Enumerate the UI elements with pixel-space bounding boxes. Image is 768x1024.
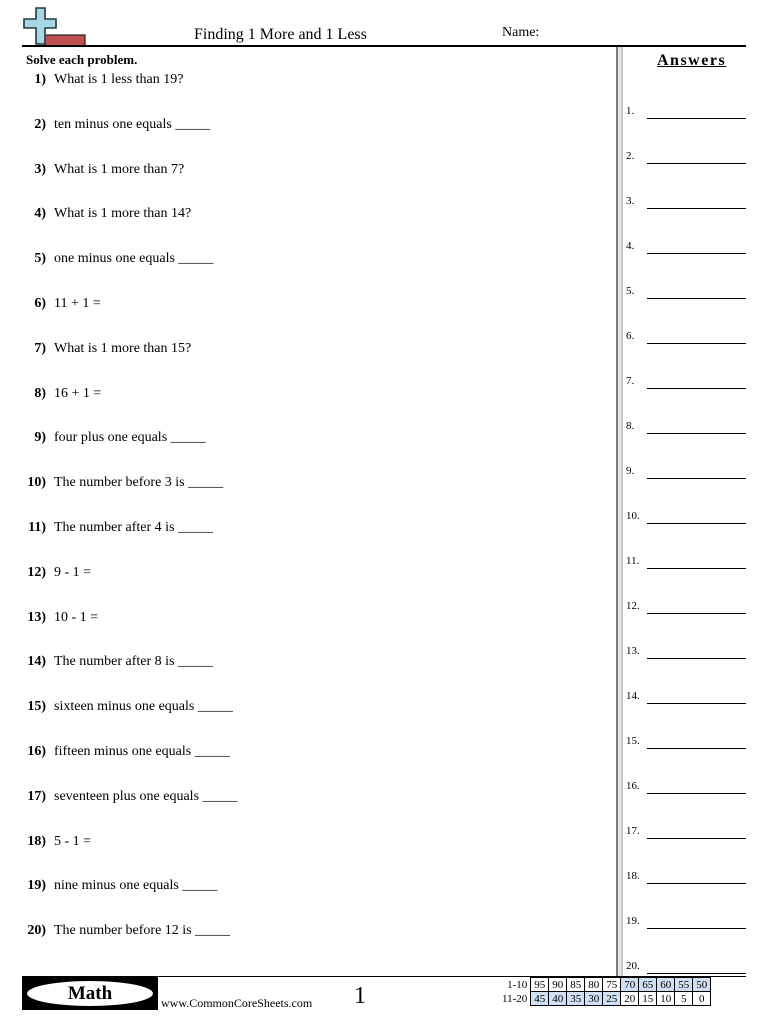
answer-label: 14. xyxy=(626,690,640,702)
page-number: 1 xyxy=(354,983,366,1009)
answer-label: 17. xyxy=(626,825,640,837)
answer-label: 16. xyxy=(626,780,640,792)
answer-label: 5. xyxy=(626,285,635,297)
problem-number: 6) xyxy=(34,296,46,311)
answer-blank[interactable] xyxy=(647,208,746,209)
answer-row xyxy=(626,465,746,479)
answer-row xyxy=(626,195,746,209)
problem-text: The number after 4 is _____ xyxy=(54,520,214,535)
answer-row xyxy=(626,780,746,794)
answer-label: 8. xyxy=(626,420,635,432)
problem-text: nine minus one equals _____ xyxy=(54,878,218,894)
problem-number: 3) xyxy=(34,161,46,177)
problem-text: one minus one equals _____ xyxy=(54,251,214,267)
problem-text: 10 - 1 = xyxy=(54,609,99,625)
answer-blank[interactable] xyxy=(647,568,746,569)
problem-text: 5 - 1 = xyxy=(54,833,92,849)
score-row xyxy=(500,992,711,1006)
score-row-label: 11-20 xyxy=(502,992,528,1005)
answer-label: 4. xyxy=(626,240,635,252)
problem-text: The number before 3 is _____ xyxy=(54,475,224,491)
problem-number: 14) xyxy=(27,654,46,670)
answer-label: 3. xyxy=(626,195,635,207)
answer-blank[interactable] xyxy=(647,973,746,974)
score-cell: 85 xyxy=(567,978,585,992)
answer-blank[interactable] xyxy=(647,163,746,164)
score-cell: 95 xyxy=(531,978,549,992)
worksheet-title: Finding 1 More and 1 Less xyxy=(194,26,367,43)
score-cell: 65 xyxy=(639,978,657,992)
problem-number: 8) xyxy=(34,385,46,401)
problem-item xyxy=(20,341,191,357)
score-cell: 25 xyxy=(603,992,621,1006)
problem-number: 4) xyxy=(34,206,46,222)
problem-item xyxy=(20,789,238,805)
score-cell: 75 xyxy=(603,978,621,992)
score-cell: 50 xyxy=(693,978,711,992)
answer-blank[interactable] xyxy=(647,883,746,884)
answer-blank[interactable] xyxy=(647,658,746,659)
problem-item xyxy=(20,610,98,626)
answer-blank[interactable] xyxy=(647,298,746,299)
problem-item xyxy=(20,72,183,88)
problem-number: 11) xyxy=(28,520,46,535)
plus-logo-icon xyxy=(22,6,88,48)
problem-item xyxy=(20,475,223,491)
problem-text: four plus one equals _____ xyxy=(54,430,206,446)
answer-label: 13. xyxy=(626,645,640,657)
problem-text: What is 1 more than 15? xyxy=(54,340,192,356)
site-url: www.CommonCoreSheets.com xyxy=(161,996,313,1010)
answer-label: 15. xyxy=(626,735,640,747)
answer-blank[interactable] xyxy=(647,703,746,704)
score-cell: 55 xyxy=(675,978,693,992)
problem-number: 1) xyxy=(34,72,46,87)
answer-row xyxy=(626,735,746,749)
answer-row xyxy=(626,150,746,164)
answer-row xyxy=(626,870,746,884)
answer-label: 10. xyxy=(626,510,640,522)
problem-item xyxy=(20,520,213,536)
problem-text: fifteen minus one equals _____ xyxy=(54,744,230,759)
answer-row xyxy=(626,690,746,704)
score-row-label: 1-10 xyxy=(507,978,528,991)
answer-blank[interactable] xyxy=(647,613,746,614)
answer-label: 6. xyxy=(626,330,635,342)
problem-number: 10) xyxy=(27,475,46,491)
answer-label: 11. xyxy=(626,555,640,567)
answer-row xyxy=(626,645,746,659)
problem-item xyxy=(20,206,191,222)
answer-row xyxy=(626,330,746,344)
problem-number: 5) xyxy=(34,251,46,267)
problem-item xyxy=(20,654,213,670)
name-label: Name: xyxy=(502,25,540,40)
problem-item xyxy=(20,162,184,178)
score-cell: 35 xyxy=(567,992,585,1006)
problem-text: What is 1 less than 19? xyxy=(54,72,184,87)
score-cell: 0 xyxy=(693,992,711,1006)
problem-text: seventeen plus one equals _____ xyxy=(54,788,238,804)
answer-label: 9. xyxy=(626,465,635,477)
score-row xyxy=(500,978,711,992)
score-cell: 10 xyxy=(657,992,675,1006)
answer-row xyxy=(626,420,746,434)
answer-row xyxy=(626,915,746,929)
problem-item xyxy=(20,386,101,402)
answer-row xyxy=(626,555,746,569)
answer-blank[interactable] xyxy=(647,433,746,434)
problem-text: 9 - 1 = xyxy=(54,564,92,580)
answer-row xyxy=(626,960,746,974)
answer-blank[interactable] xyxy=(647,748,746,749)
problem-text: What is 1 more than 14? xyxy=(54,206,192,222)
instructions: Solve each problem. xyxy=(26,52,138,67)
answer-row xyxy=(626,285,746,299)
header-rule xyxy=(22,45,746,47)
problem-text: The number after 8 is _____ xyxy=(54,654,214,670)
problem-text: ten minus one equals _____ xyxy=(54,116,211,132)
problem-number: 20) xyxy=(27,923,46,939)
problem-number: 9) xyxy=(34,430,46,446)
answer-blank[interactable] xyxy=(647,793,746,794)
problem-item xyxy=(20,744,230,760)
score-cell: 30 xyxy=(585,992,603,1006)
answer-row xyxy=(626,600,746,614)
score-cell: 15 xyxy=(639,992,657,1006)
answer-row xyxy=(626,105,746,119)
score-table xyxy=(500,977,711,1006)
answer-label: 18. xyxy=(626,870,640,882)
problem-item xyxy=(20,923,230,939)
score-cell: 90 xyxy=(549,978,567,992)
answer-blank[interactable] xyxy=(647,478,746,479)
problem-text: 11 + 1 = xyxy=(54,296,101,311)
answer-label: 2. xyxy=(626,150,635,162)
problem-number: 2) xyxy=(34,116,46,132)
score-cell: 20 xyxy=(621,992,639,1006)
problem-item xyxy=(20,565,91,581)
answer-label: 19. xyxy=(626,915,640,927)
answer-blank[interactable] xyxy=(647,118,746,119)
problem-number: 17) xyxy=(27,788,46,804)
problem-item xyxy=(20,430,206,446)
answer-row xyxy=(626,240,746,254)
problem-item xyxy=(20,296,101,312)
score-cell: 45 xyxy=(531,992,549,1006)
answer-label: 12. xyxy=(626,600,640,612)
problem-item xyxy=(20,834,91,850)
answer-blank[interactable] xyxy=(647,928,746,929)
problem-item xyxy=(20,699,233,715)
answer-label: 7. xyxy=(626,375,635,387)
answer-row xyxy=(626,375,746,389)
problem-number: 18) xyxy=(27,833,46,849)
problem-text: The number before 12 is _____ xyxy=(54,923,231,939)
answer-blank[interactable] xyxy=(647,253,746,254)
answer-blank[interactable] xyxy=(647,343,746,344)
score-cell: 40 xyxy=(549,992,567,1006)
problem-text: 16 + 1 = xyxy=(54,385,102,401)
score-cell: 80 xyxy=(585,978,603,992)
problem-number: 19) xyxy=(27,878,46,894)
answer-blank[interactable] xyxy=(647,523,746,524)
problem-text: What is 1 more than 7? xyxy=(54,161,185,177)
problem-number: 7) xyxy=(34,340,46,356)
score-cell: 60 xyxy=(657,978,675,992)
math-brand-label: Math xyxy=(27,981,153,1006)
answer-row xyxy=(626,825,746,839)
problem-number: 12) xyxy=(27,564,46,580)
problem-item xyxy=(20,117,210,133)
column-divider xyxy=(616,47,623,976)
math-brand-box xyxy=(22,977,158,1010)
answers-title: Answers xyxy=(657,52,727,69)
problem-number: 16) xyxy=(27,744,46,759)
problem-number: 13) xyxy=(27,609,46,625)
problem-item xyxy=(20,878,217,894)
problem-number: 15) xyxy=(27,699,46,715)
score-cell: 5 xyxy=(675,992,693,1006)
answer-row xyxy=(626,510,746,524)
answer-label: 1. xyxy=(626,105,635,117)
answer-blank[interactable] xyxy=(647,838,746,839)
answer-blank[interactable] xyxy=(647,388,746,389)
problem-item xyxy=(20,251,213,267)
problem-text: sixteen minus one equals _____ xyxy=(54,699,233,715)
score-cell: 70 xyxy=(621,978,639,992)
answer-label: 20. xyxy=(626,960,640,972)
